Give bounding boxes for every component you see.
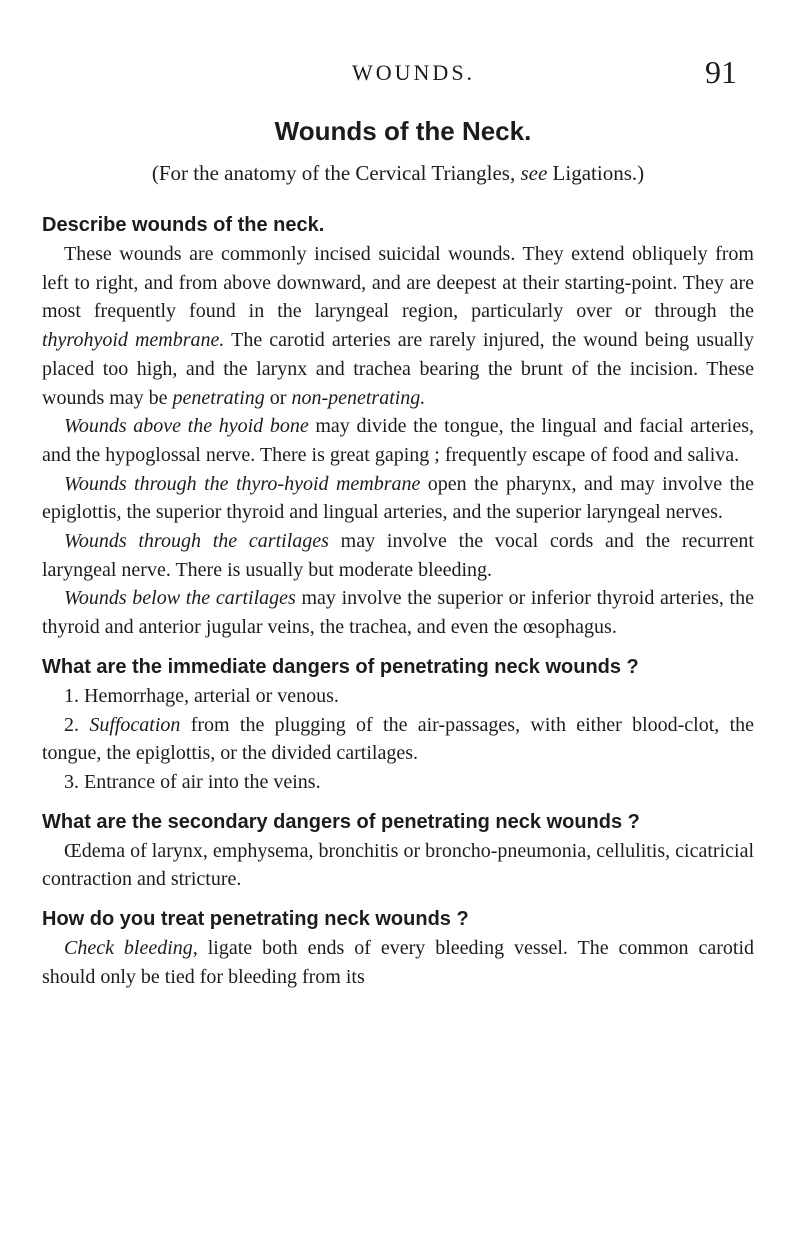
page-number: 91: [705, 54, 737, 90]
italic-term: penetrating: [172, 386, 265, 409]
section-heading-secondary-dangers: What are the secondary dangers of penetrating neck wounds ?: [42, 810, 640, 833]
text-run: may divide the tongue, the lingual and facial arteries, and the hypoglossal nerve. There is great gaping ; frequently escape of food and saliva.: [42, 415, 754, 466]
section-heading-treatment: How do you treat penetrating neck wounds ?: [42, 908, 469, 931]
paragraph-below-cartilages: [42, 584, 754, 641]
italic-term: Wounds above the hyoid bone: [64, 415, 309, 438]
italic-term: Wounds below the cartilages: [64, 587, 296, 610]
text-run: The carotid arteries are rarely injured, the wound being usually placed too high, and the larynx and trachea bearing the brunt of the incision. These wounds may be: [42, 329, 754, 409]
text-run: from the plugging of the air-passages, with either blood-clot, the tongue, the epiglottis, or the divided cartilages.: [42, 713, 755, 765]
italic-term: Suffocation: [89, 713, 181, 736]
paragraph-overview: [42, 240, 754, 412]
chapter-title: Wounds of the Neck.: [274, 116, 532, 146]
italic-term: thyrohyoid membrane.: [42, 329, 225, 352]
spacer: [42, 797, 754, 807]
paragraph-above-hyoid: [42, 412, 754, 469]
intro-note: [42, 161, 754, 186]
running-title: WOUNDS.: [352, 60, 476, 85]
spacer: [42, 642, 754, 652]
paragraph-secondary-dangers: Œdema of larynx, emphysema, bronchitis or broncho-pneumonia, cellulitis, cicatricial contraction and stricture.: [42, 839, 754, 891]
intro-note-tail: Ligations.): [547, 161, 645, 185]
spacer: [42, 894, 754, 904]
intro-note-text: (For the anatomy of the Cervical Triangles,: [151, 161, 521, 185]
paragraph-treatment: [42, 934, 754, 991]
text-run: open the pharynx, and may involve the epiglottis, the superior thyroid and lingual arteries, and the superior laryngeal nerves.: [42, 472, 754, 524]
paragraph-cartilages: [42, 527, 754, 584]
page-content: [42, 116, 754, 991]
intro-note-see: see: [520, 161, 548, 185]
list-item: 3. Entrance of air into the veins.: [64, 770, 321, 793]
italic-term: non-penetrating.: [291, 386, 426, 409]
section-heading-immediate-dangers: What are the immediate dangers of penetrating neck wounds ?: [42, 655, 639, 678]
list-number: 2.: [64, 713, 90, 736]
paragraph-thyrohyoid: [42, 470, 754, 527]
running-head: [0, 54, 800, 100]
text-run: or: [264, 386, 292, 409]
italic-term: Wounds through the thyro-hyoid membrane: [64, 472, 421, 495]
text-run: may involve the superior or inferior thyroid arteries, the thyroid and anterior jugular veins, the trachea, and even the œsophagus.: [42, 587, 754, 639]
text-run: These wounds are commonly incised suicidal wounds. They extend obliquely from left to right, and from above downward, and are deepest at their starting-point. They are most frequently found in the laryngeal region, particularly over or through the: [42, 243, 754, 323]
italic-term: Check bleeding,: [64, 937, 198, 960]
section-heading-describe: Describe wounds of the neck.: [42, 214, 325, 236]
text-run: ligate both ends of every bleeding vessel. The common carotid should only be tied for bleeding from its: [42, 937, 754, 988]
list-item: 1. Hemorrhage, arterial or venous.: [64, 684, 339, 707]
list-item: [42, 711, 754, 768]
italic-term: Wounds through the cartilages: [64, 530, 329, 553]
text-run: may involve the vocal cords and the recurrent laryngeal nerve. There is usually but moderate bleeding.: [42, 530, 754, 581]
